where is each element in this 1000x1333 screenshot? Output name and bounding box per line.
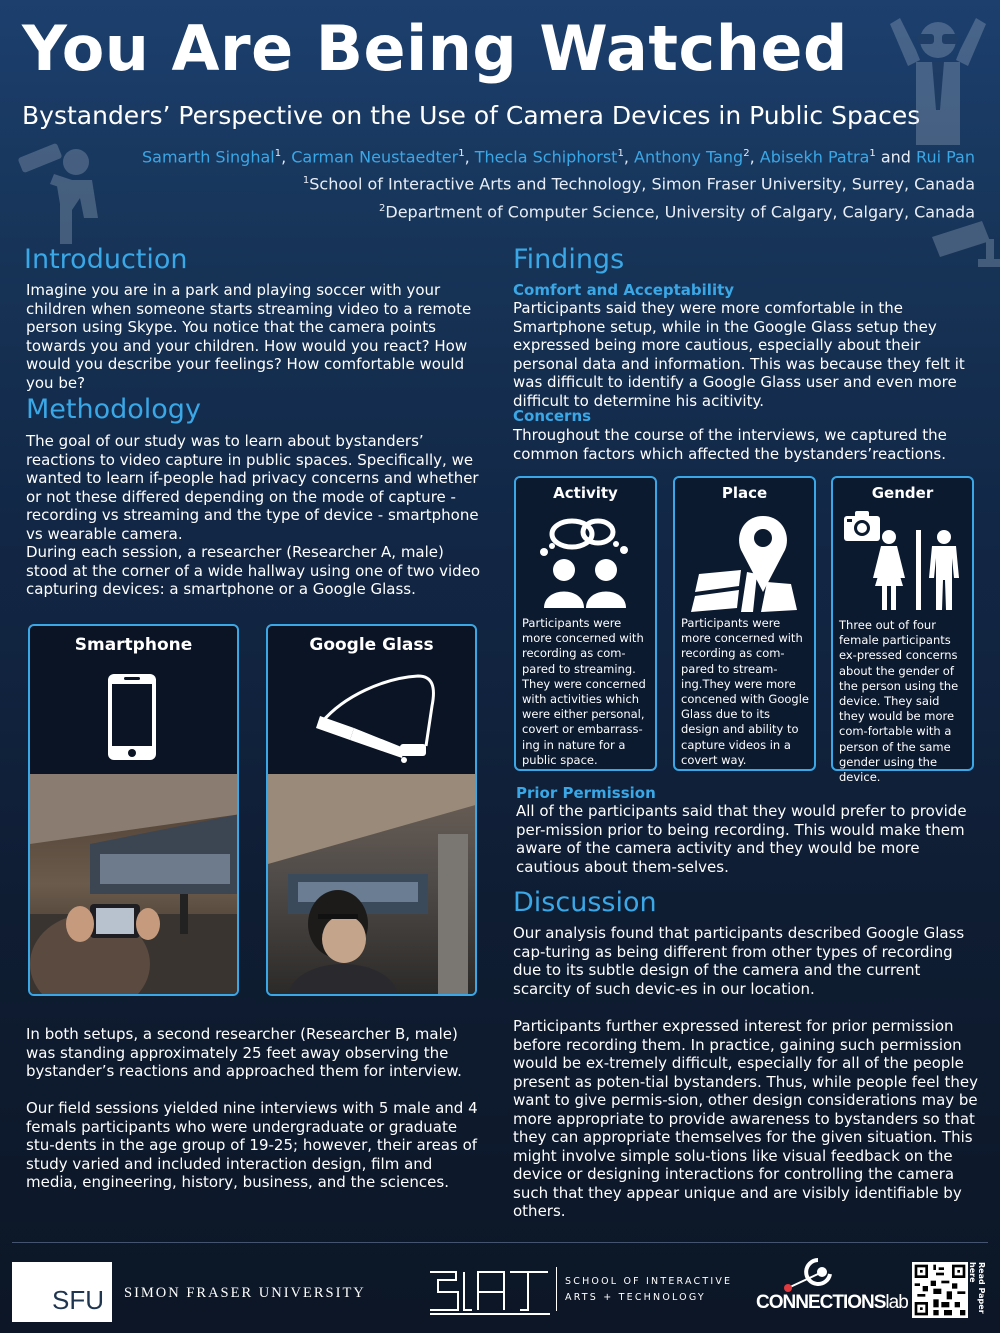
author-name: Thecla Schiphorst <box>474 147 618 167</box>
concerns-text: Throughout the course of the interviews, we captured the common factors which affected the bystanders’reactions. <box>513 426 947 463</box>
discussion-heading: Discussion <box>513 887 657 918</box>
permission-text: All of the participants said that they would prefer to provide per-mission prior to being recording. This would make them aware of the camera activity and they would be more cautious about them-selves. <box>516 802 967 876</box>
connections-lab-logo <box>756 1292 908 1314</box>
map-pin-icon <box>691 512 801 612</box>
concern-title: Activity <box>553 484 618 502</box>
author-sup: 1 <box>274 148 282 159</box>
methodology-paragraph: The goal of our study was to learn about bystanders’ reactions to video capture in public spaces. Specifically, we wanted to learn if-people had privacy concerns and whether or not these differed depending on the mode of capture - recording vs streaming and the type of device - smartphone vs wearable camera. <box>26 432 479 543</box>
concern-text: Participants were more concerned with recording as com-pared to stream-ing.They were more concened with Google Glass due to its design and ability to capture videos in a covert way. <box>681 616 809 767</box>
author-block <box>142 142 975 224</box>
findings-heading: Findings <box>513 244 625 275</box>
divider-icon <box>916 530 922 610</box>
smartphone-setup-photo <box>30 774 239 994</box>
concern-box-gender <box>831 476 974 785</box>
author-sup: 2 <box>743 148 750 159</box>
concerns-heading: Concerns <box>513 407 592 425</box>
woman-icon <box>873 530 905 610</box>
siat-line-2: ARTS + TECHNOLOGY <box>565 1292 706 1303</box>
person-binoculars-icon <box>14 140 114 245</box>
binoculars-person-icon <box>880 10 995 145</box>
methodology-paragraph: In both setups, a second researcher (Researcher B, male) was standing approximately 25 feet away observing the bystander’s reactions and approached them for interview. <box>26 1025 462 1080</box>
thought-bubble-people-icon <box>536 516 636 616</box>
affiliation-sup: 1 <box>302 175 310 187</box>
introduction-text: Imagine you are in a park and playing soccer with your children when someone starts streaming video to a remote person using Skype. You notice that the camera points towards you and your children. How would you react? How would you describe your feelings? How comfortable would you be? <box>26 281 472 392</box>
concern-title: Place <box>721 484 768 502</box>
author-name: Carman Neustaedter <box>291 147 459 167</box>
and-word: and <box>880 147 911 167</box>
affiliation-sup: 2 <box>379 202 386 214</box>
concern-box-activity <box>514 476 657 771</box>
connections-lab-word: lab <box>885 1292 908 1313</box>
sfu-mark: SFU <box>52 1285 104 1315</box>
concern-title: Gender <box>871 484 934 502</box>
concern-text: Three out of four female participants ex-pressed concerns about the gender of the person using the device. They said they would be more com-fortable with a person of the same gender using the device. <box>839 618 959 785</box>
sfu-logo-block <box>12 1262 112 1322</box>
methodology-paragraph: During each session, a researcher (Researcher A, male) stood at the corner of a wide hallway using one of two video capturing devices: a smartphone or a Google Glass. <box>26 543 481 598</box>
qr-code-pattern <box>912 1262 968 1318</box>
author-name: Samarth Singhal <box>141 147 275 167</box>
qr-code-icon[interactable] <box>912 1262 968 1318</box>
introduction-heading: Introduction <box>24 244 188 275</box>
sfu-name: SIMON FRASER UNIVERSITY <box>124 1285 366 1301</box>
qr-caption: Read Paper here <box>968 1262 986 1314</box>
affiliation-text: Department of Computer Science, University of Calgary, Calgary, Canada <box>385 201 975 221</box>
connections-lab-icon <box>780 1254 840 1294</box>
author-name: Rui Pan <box>916 147 975 167</box>
google-glass-icon <box>314 666 444 766</box>
smartphone-setup-box <box>28 624 239 996</box>
siat-logo-icon <box>428 1266 552 1316</box>
methodology-paragraph: Our field sessions yielded nine interviews with 5 male and 4 femals participants who were undergraduate or graduate stu-dents in the age group of 19-25; however, their areas of study varied and included interaction design, film and media, engineering, history, business, and the sciences. <box>26 1099 478 1191</box>
discussion-paragraph: Our analysis found that participants described Google Glass cap-turing as being different from other types of recording due to its subtle design of the camera and the current scarcity of such devic-es in our location. <box>513 924 965 998</box>
man-icon <box>929 530 959 610</box>
poster-title: You Are Being Watched <box>22 12 848 85</box>
permission-heading: Prior Permission <box>516 784 656 802</box>
footer-divider <box>12 1242 988 1243</box>
connections-word: CONNECTIONS <box>756 1292 886 1313</box>
concern-text: Participants were more concerned with recording as com-pared to streaming. They were concerned with activities which were either personal, covert or embarrass-ing in nature for a public space. <box>522 616 646 767</box>
author-name: Anthony Tang <box>634 147 744 167</box>
affiliation-text: School of Interactive Arts and Technology, Simon Fraser University, Surrey, Canada <box>309 174 975 194</box>
siat-divider <box>556 1267 557 1311</box>
comfort-text: Participants said they were more comfortable in the Smartphone setup, while in the Google Glass setup they expressed being more cautious, especially about their personal data and information. This was because they felt it was difficult to identify a Google Glass user and even more difficult to determine his acitivity. <box>513 299 965 410</box>
siat-line-1: SCHOOL OF INTERACTIVE <box>565 1276 733 1287</box>
google-glass-setup-box <box>266 624 477 996</box>
author-name: Abisekh Patra <box>759 147 870 167</box>
author-list: Samarth Singhal$^1$, Carman Neustaedter$^1$, Thecla Schiphorst$^1$, Anthony Tang$^2$, Abisekh Patra$^1$ and Rui Pan <box>141 147 975 167</box>
author-sup: 1 <box>458 148 465 159</box>
comfort-heading: Comfort and Acceptability <box>513 281 735 299</box>
google-glass-label: Google Glass <box>309 635 434 655</box>
methodology-heading: Methodology <box>26 394 201 425</box>
smartphone-icon <box>106 672 158 762</box>
concern-box-place <box>673 476 816 771</box>
smartphone-label: Smartphone <box>74 635 193 655</box>
discussion-paragraph: Participants further expressed interest for prior permission before recording them. In practice, gaining such permission would be ex-tremely difficult, especially for all of the people present as poten-tial bystanders. Thus, while people feel they want to give permis-sion, other design considerations may be more appropriate to provide awareness to bystanders so that they can appropriate themselves for the given situation. This might involve simple solu-tions like visual feedback on the device or designing interactions for controlling the camera such that they appear unique and are visibly identifiable by others. <box>513 1017 978 1220</box>
poster-subtitle: Bystanders’ Perspective on the Use of Camera Devices in Public Spaces <box>22 101 921 130</box>
affiliation-1 <box>142 169 975 196</box>
affiliation-2 <box>142 197 975 224</box>
author-sup: 1 <box>617 148 624 159</box>
google-glass-setup-photo <box>268 774 477 994</box>
surveillance-camera-icon <box>928 215 1000 275</box>
author-sup: 1 <box>869 148 876 159</box>
